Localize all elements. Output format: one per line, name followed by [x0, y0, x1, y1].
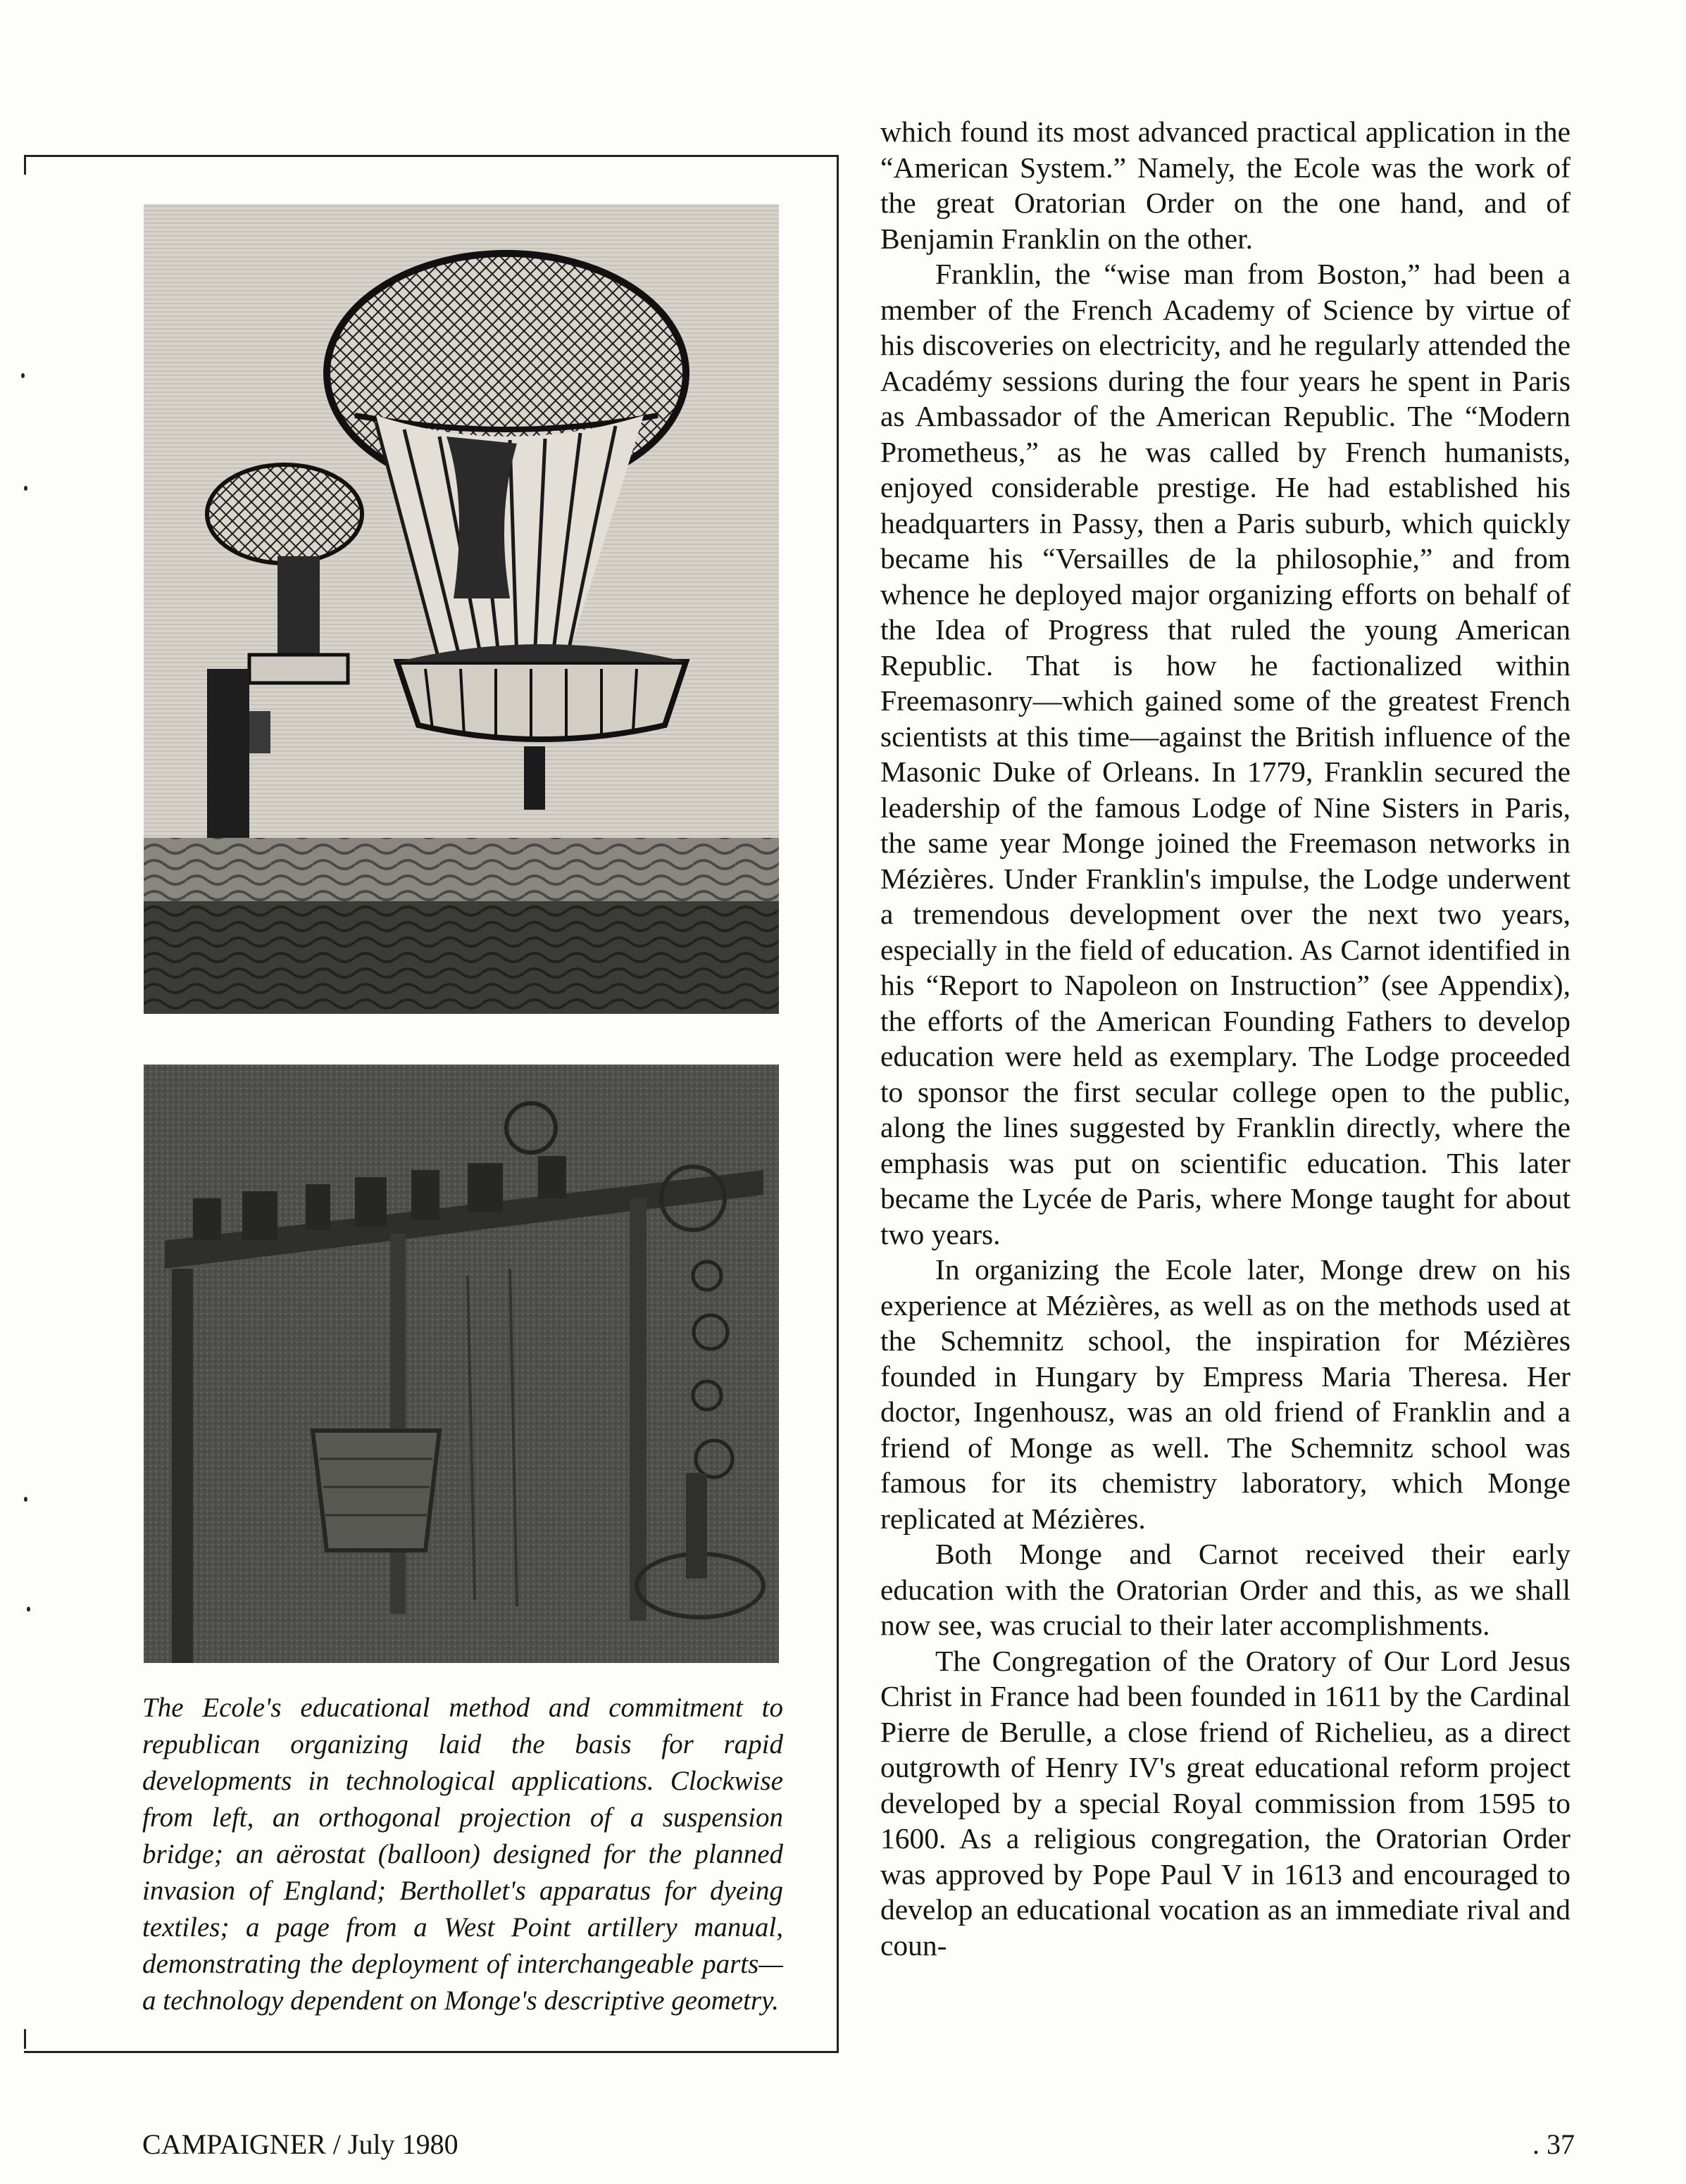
publication-footer: CAMPAIGNER / July 1980 — [142, 2128, 458, 2160]
frame-corner-mark — [24, 2029, 26, 2049]
balloon-engraving-image — [144, 204, 779, 1014]
figure-caption: The Ecole's educational method and commitment to republican organizing laid the basis for rapid developments in technological applications. Clockwise from left, an orthogonal projection of a suspension bridge; an aërostat (balloon) designed for the planned invasion of England; Berthollet's apparatus for dyeing textiles; a page from a West Point artillery manual, demonstrating the deployment of interchangeable parts—a technology dependent on Monge's descriptive geometry. — [142, 1693, 783, 2016]
article-paragraph: Franklin, the “wise man from Boston,” had been a member of the French Academy of Science by virtue of his discoveries on electricity, and he regularly attended the Académy sessions during the four years he spent in Paris as Ambassador of the American Republic. The “Modern Prometheus,” as he was called by French humanists, enjoyed considerable prestige. He had established his headquarters in Passy, then a Paris suburb, which quickly became his “Versailles de la philosophie,” and from whence he deployed major organizing efforts on behalf of the Idea of Progress that ruled the young American Republic. That is how he factionalized within Freemasonry—which gained some of the greatest French scientists at this time—against the British influence of the Masonic Duke of Orleans. In 1779, Franklin secured the leadership of the famous Lodge of Nine Sisters in Paris, the same year Monge joined the Freemason networks in Mézières. Under Franklin's impulse, the Lodge underwent a tremendous development over the next two years, especially in the field of education. As Carnot identified in his “Report to Napoleon on Instruction” (see Appendix), the efforts of the American Founding Fathers to develop education were held as exemplary. The Lodge proceeded to sponsor the first secular college open to the public, along the lines suggested by Franklin directly, where the emphasis was put on scientific education. This later became the Lycée de Paris, where Monge taught for about two years. — [880, 258, 1571, 1250]
scan-speck — [27, 1607, 30, 1612]
apparatus-engraving — [144, 1065, 779, 1663]
article-column — [880, 114, 1571, 1963]
page-number: . 37 — [1532, 2128, 1575, 2160]
article-paragraph: The Congregation of the Oratory of Our Lord Jesus Christ in France had been founded in 1611 by the Cardinal Pierre de Berulle, a close friend of Richelieu, as a direct outgrowth of Henry IV's great educational reform project developed by a special Royal commission from 1595 to 1600. As a religious congregation, the Oratorian Order was approved by Pope Paul V in 1613 and encouraged to develop an educational vocation as an immediate rival and coun- — [880, 1644, 1571, 1962]
article-paragraph: Both Monge and Carnot received their early education with the Oratorian Order and this, as we shall now see, was crucial to their later accomplishments. — [880, 1538, 1571, 1641]
scan-speck — [24, 486, 27, 491]
article-paragraph: which found its most advanced practical application in the “American System.” Namely, the Ecole was the work of the great Oratorian Order on the one hand, and of Benjamin Franklin on the other. — [880, 115, 1571, 255]
frame-corner-mark — [24, 155, 26, 175]
balloon-engraving — [144, 204, 779, 1014]
article-paragraph: In organizing the Ecole later, Monge drew on his experience at Mézières, as well as on the methods used at the Schemnitz school, the inspiration for Mézières founded in Hungary by Empress Maria Theresa. Her doctor, Ingenhousz, was an old friend of Franklin and a friend of Monge as well. The Schemnitz school was famous for its chemistry laboratory, which Monge replicated at Mézières. — [880, 1253, 1571, 1535]
apparatus-engraving-image — [144, 1065, 779, 1663]
scan-speck — [21, 373, 25, 378]
scan-speck — [24, 1497, 27, 1502]
